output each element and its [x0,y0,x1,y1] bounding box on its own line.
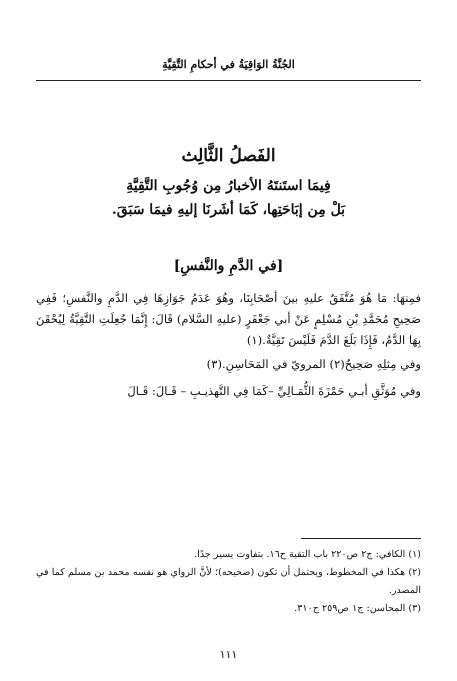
header-rule [36,80,421,81]
running-header: الجُنَّةُ الوَاقِيَةُ في أحكامِ التَّقِيَّةِ [162,58,295,71]
section-heading: [في الدَّمِ والنَّفسِ] [173,258,284,274]
footnotes [36,546,421,618]
body-text [36,288,421,402]
chapter-subtitle-line1: فِيمَا استَنتَهُ الأخبارُ مِن وُجُوبِ التَّقِيَّةِ [126,178,331,194]
footnote-1: (١) الكافي: ج٢ ص٢٢٠ باب التقية ح١٦. بتفاوت يسير جدًا. [194,549,421,560]
footnote-3: (٣) المحاسن: ج١ ص٢٥٩ ح٣١٠. [294,603,421,614]
chapter-title: الفَصلُ الثَّالِث [181,146,276,166]
paragraph-1: فمِنهَا: مَا هُوَ مُتَّفَقٌ عليهِ بينَ أصْحَابِنَا، وهُوَ عَدَمُ جَوَازِهَا فِي الدَّمِ والنَّفسِ؛ فَفِي صَحِيحِ مُحَمَّدِ بْنِ مُسْلِمٍ عَنْ أبي جَعْفَرٍ (عليهِ السَّلام) قَالَ: إِنَّمَا جُعِلَتِ التَّقِيَّةُ لِيُحْقَنَ بِهَا الدَّمُ، فَإِذَا بَلَغَ الدَّمَ فَلَيْسَ تَقِيَّةٌ.(١) [36,291,421,347]
chapter-subtitle-line2: بَلْ مِن إبَاحَتِها، كَمَا أشَرنَا إليهِ فيمَا سَبَقَ. [111,202,346,218]
page-number: ١١١ [219,648,238,661]
footnote-2: (٢) هكذا في المخطوط، ويحتمل أن تكون (صحيحه)؛ لأنَّ الرواي هو نفسه محمد بن مسلم كما في المصدر. [36,567,421,596]
footnote-rule [301,538,421,539]
paragraph-3: وفي مُوَثَّقِ أبـي حَمْزَةَ الثُّمَـالِيِّ –كَمَا فِي التَّهذيـبِ – قَـالَ: قَـالَ [127,384,421,398]
paragraph-2: وفي مِثلِهِ صَحِيحٌ(٢) المرويّ في المَحَاسِنِ.(٣) [206,357,421,371]
